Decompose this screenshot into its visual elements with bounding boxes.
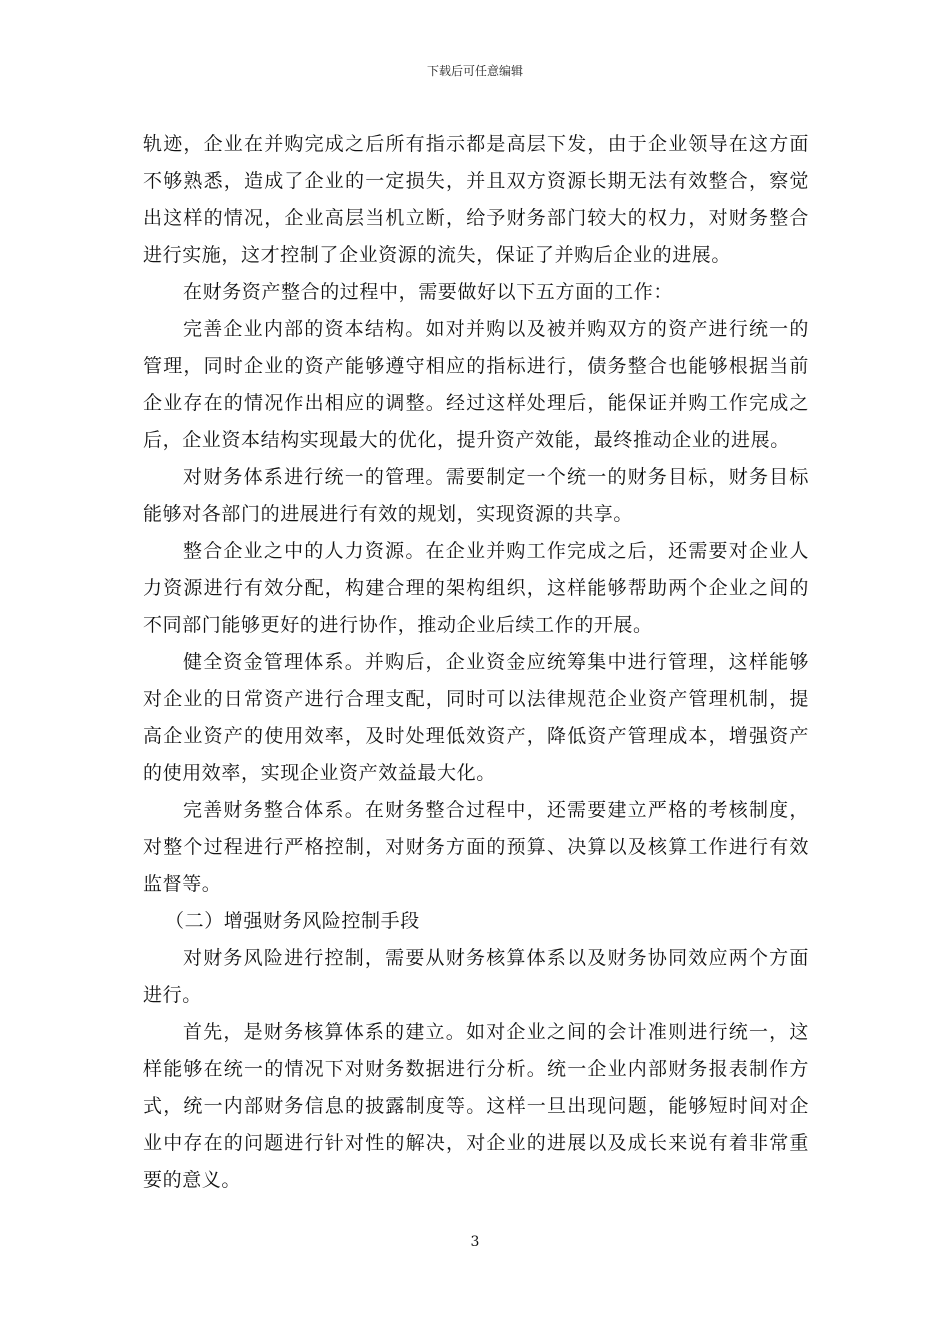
paragraph-integration-system: 完善财务整合体系。在财务整合过程中，还需要建立严格的考核制度，对整个过程进行严格控制，对财务方面的预算、决算以及核算工作进行有效监督等。	[143, 799, 809, 895]
paragraph-risk-control: 对财务风险进行控制，需要从财务核算体系以及财务协同效应两个方面进行。	[143, 947, 809, 1006]
paragraph-financial-system: 对财务体系进行统一的管理。需要制定一个统一的财务目标，财务目标能够对各部门的进展进行有效的规划，实现资源的共享。	[143, 466, 809, 525]
section-heading: （二）增强财务风险控制手段	[165, 910, 420, 932]
paragraph-fund-management: 健全资金管理体系。并购后，企业资金应统筹集中进行管理，这样能够对企业的日常资产进行合理支配，同时可以法律规范企业资产管理机制，提高企业资产的使用效率，及时处理低效资产，降低资产管理成本，增强资产的使用效率，实现企业资产效益最大化。	[143, 651, 809, 784]
page-header: 下载后可任意编辑	[426, 64, 523, 78]
paragraph-human-resources: 整合企业之中的人力资源。在企业并购工作完成之后，还需要对企业人力资源进行有效分配，构建合理的架构组织，这样能够帮助两个企业之间的不同部门能够更好的进行协作，推动企业后续工作的开展。	[143, 540, 809, 636]
document-body	[143, 126, 809, 1199]
paragraph-accounting-system: 首先，是财务核算体系的建立。如对企业之间的会计准则进行统一，这样能够在统一的情况下对财务数据进行分析。统一企业内部财务报表制作方式，统一内部财务信息的披露制度等。这样一旦出现问题，能够短时间对企业中存在的问题进行针对性的解决，对企业的进展以及成长来说有着非常重要的意义。	[143, 1021, 809, 1191]
page-number: 3	[470, 1234, 480, 1250]
paragraph-intro-five-aspects: 在财务资产整合的过程中，需要做好以下五方面的工作：	[183, 281, 674, 303]
paragraph-capital-structure: 完善企业内部的资本结构。如对并购以及被并购双方的资产进行统一的管理，同时企业的资产能够遵守相应的指标进行，债务整合也能够根据当前企业存在的情况作出相应的调整。经过这样处理后，能保证并购工作完成之后，企业资本结构实现最大的优化，提升资产效能，最终推动企业的进展。	[143, 318, 809, 451]
paragraph-continuation: 轨迹，企业在并购完成之后所有指示都是高层下发，由于企业领导在这方面不够熟悉，造成了企业的一定损失，并且双方资源长期无法有效整合，察觉出这样的情况，企业高层当机立断，给予财务部门较大的权力，对财务整合进行实施，这才控制了企业资源的流失，保证了并购后企业的进展。	[143, 133, 809, 266]
